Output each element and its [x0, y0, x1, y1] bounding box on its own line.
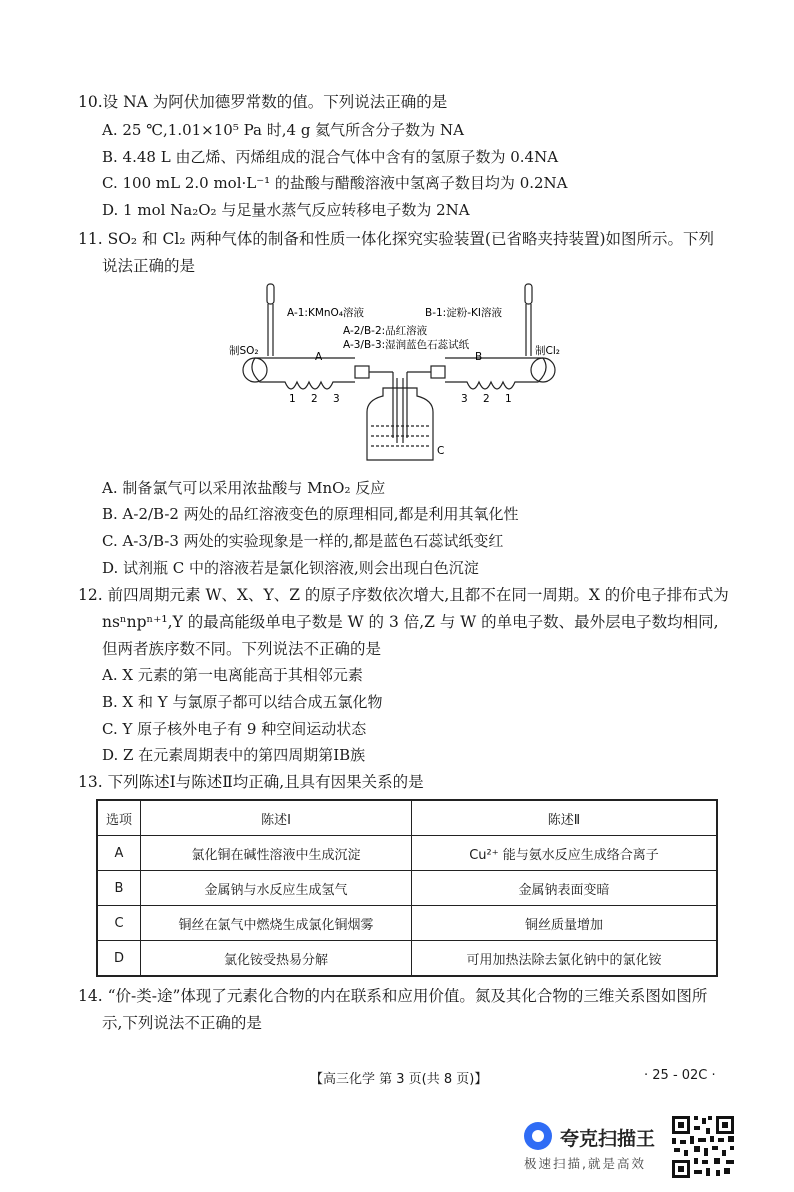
num-left-2: 2: [311, 393, 318, 405]
row-statement-1: 铜丝在氯气中燃烧生成氯化铜烟雾: [141, 906, 412, 941]
table-row: [97, 906, 717, 941]
row-statement-2: 金属钠表面变暗: [412, 871, 718, 906]
scanner-watermark: [522, 1118, 672, 1178]
label-a1: A-1:KMnO₄溶液: [287, 307, 365, 319]
header-statement-2: 陈述Ⅱ: [412, 800, 718, 836]
q11-option-a: A. 制备氯气可以采用浓盐酸与 MnO₂ 反应: [102, 479, 386, 497]
apparatus-figure: [225, 278, 575, 468]
table-row: [97, 836, 717, 871]
row-option: A: [97, 836, 141, 871]
row-statement-1: 金属钠与水反应生成氢气: [141, 871, 412, 906]
q12-option-a: A. X 元素的第一电离能高于其相邻元素: [102, 666, 363, 684]
q14-stem-line2: 示,下列说法不正确的是: [102, 1014, 262, 1032]
qr-code-icon: [670, 1114, 736, 1180]
label-b1: B-1:淀粉-KI溶液: [425, 307, 502, 319]
row-statement-2: 可用加热法除去氯化钠中的氯化铵: [412, 941, 718, 977]
q11-stem-line1: 11. SO₂ 和 Cl₂ 两种气体的制备和性质一体化探究实验装置(已省略夹持装置)如图所示。下列: [78, 230, 715, 248]
q10-option-d: D. 1 mol Na₂O₂ 与足量水蒸气反应转移电子数为 2NA: [102, 201, 470, 219]
q11-option-c: C. A-3/B-3 两处的实验现象是一样的,都是蓝色石蕊试纸变红: [102, 532, 504, 550]
num-right-1: 1: [505, 393, 512, 405]
label-ab3: A-3/B-3:湿润蓝色石蕊试纸: [343, 339, 470, 351]
label-tube-b: B: [475, 351, 483, 363]
num-right-2: 2: [483, 393, 490, 405]
row-statement-2: Cu²⁺ 能与氨水反应生成络合离子: [412, 836, 718, 871]
row-statement-1: 氯化铜在碱性溶液中生成沉淀: [141, 836, 412, 871]
q10-option-b: B. 4.48 L 由乙烯、丙烯组成的混合气体中含有的氢原子数为 0.4NA: [102, 148, 559, 166]
label-bottle-c: C: [437, 445, 445, 457]
num-left-3: 3: [333, 393, 340, 405]
label-ab2: A-2/B-2:品红溶液: [343, 325, 428, 337]
q13-stem: 13. 下列陈述Ⅰ与陈述Ⅱ均正确,且具有因果关系的是: [78, 773, 424, 791]
table-row: [97, 941, 717, 977]
label-left-gas: 制SO₂: [229, 345, 259, 357]
table-row: [97, 871, 717, 906]
row-option: C: [97, 906, 141, 941]
q10-option-c: C. 100 mL 2.0 mol·L⁻¹ 的盐酸与醋酸溶液中氢离子数目均为 0.2NA: [102, 174, 568, 192]
q10-option-a: A. 25 ℃,1.01×10⁵ Pa 时,4 g 氦气所含分子数为 NA: [102, 121, 464, 139]
q12-option-c: C. Y 原子核外电子有 9 种空间运动状态: [102, 720, 367, 738]
num-left-1: 1: [289, 393, 296, 405]
row-statement-1: 氯化铵受热易分解: [141, 941, 412, 977]
q12-option-d: D. Z 在元素周期表中的第四周期第ⅠB族: [102, 746, 366, 764]
q12-option-b: B. X 和 Y 与氯原子都可以结合成五氯化物: [102, 693, 383, 711]
scanner-name: 夸克扫描王: [560, 1128, 656, 1150]
scanner-slogan: 极速扫描,就是高效: [524, 1156, 646, 1171]
page-footer: 【高三化学 第 3 页(共 8 页)】: [310, 1072, 488, 1087]
row-option: B: [97, 871, 141, 906]
q13-table: [96, 799, 718, 977]
q12-stem-line1: 12. 前四周期元素 W、X、Y、Z 的原子序数依次增大,且都不在同一周期。X 的价电子排布式为: [78, 586, 729, 604]
q12-stem-line2: nsⁿnpⁿ⁺¹,Y 的最高能级单电子数是 W 的 3 倍,Z 与 W 的单电子数、最外层电子数均相同,: [102, 613, 719, 631]
header-option: 选项: [97, 800, 141, 836]
q12-stem-line3: 但两者族序数不同。下列说法不正确的是: [102, 640, 382, 658]
label-right-gas: 制Cl₂: [535, 345, 560, 357]
row-option: D: [97, 941, 141, 977]
header-statement-1: 陈述Ⅰ: [141, 800, 412, 836]
q14-stem-line1: 14. “价-类-途”体现了元素化合物的内在联系和应用价值。氮及其化合物的三维关系图如图所: [78, 987, 708, 1005]
q11-option-d: D. 试剂瓶 C 中的溶液若是氯化钡溶液,则会出现白色沉淀: [102, 559, 479, 577]
page-code: · 25 - 02C ·: [644, 1068, 716, 1083]
table-header-row: [97, 800, 717, 836]
scanner-logo-icon: [524, 1122, 552, 1150]
q11-stem-line2: 说法正确的是: [102, 257, 196, 275]
label-tube-a: A: [315, 351, 323, 363]
row-statement-2: 铜丝质量增加: [412, 906, 718, 941]
num-right-3: 3: [461, 393, 468, 405]
q11-option-b: B. A-2/B-2 两处的品红溶液变色的原理相同,都是利用其氧化性: [102, 505, 519, 523]
q10-stem: 10.设 NA 为阿伏加德罗常数的值。下列说法正确的是: [78, 93, 448, 111]
